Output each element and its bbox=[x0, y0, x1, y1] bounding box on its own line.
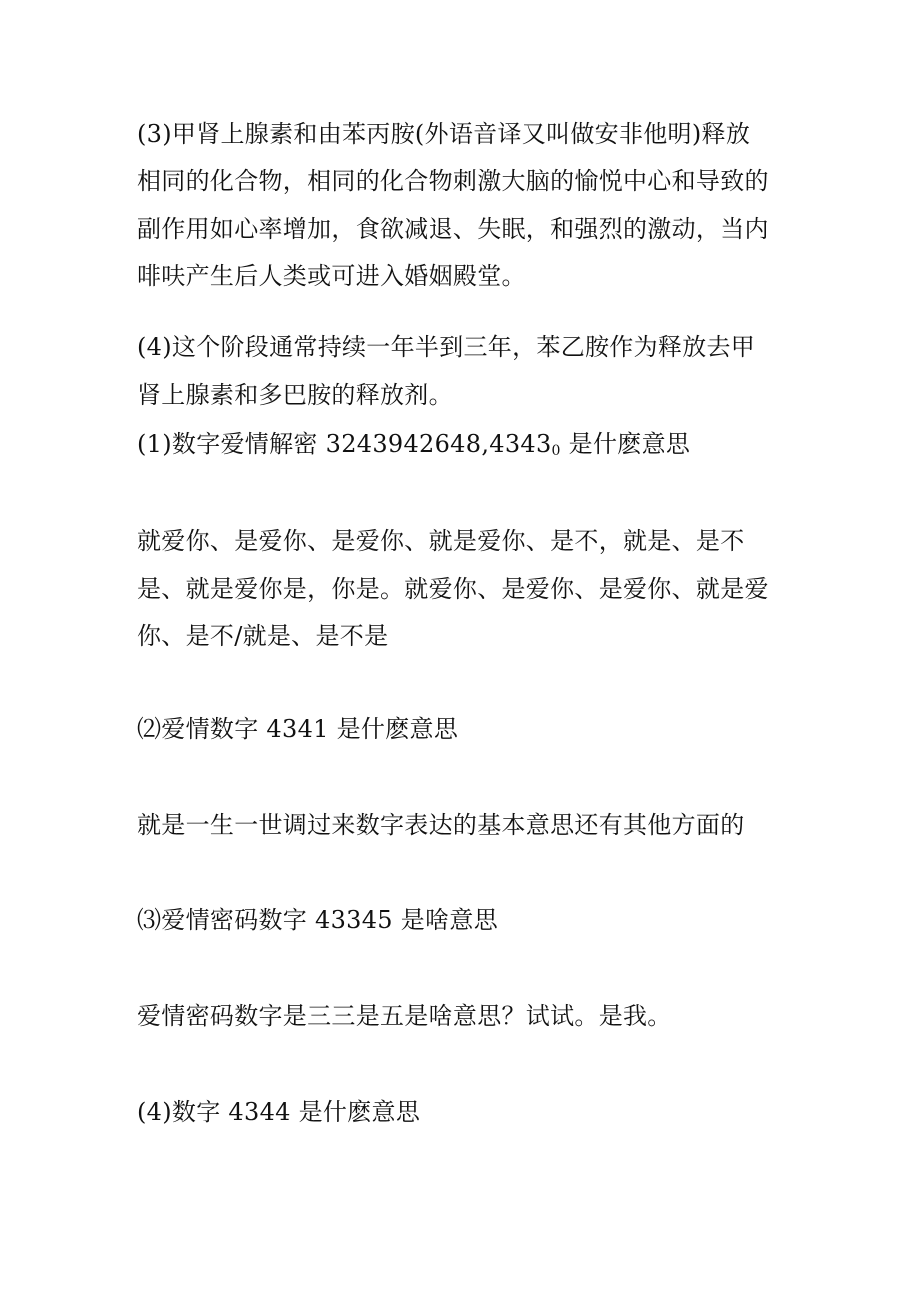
paragraph-3-line-4: 啡呋产生后人类或可进入婚姻殿堂。 bbox=[137, 262, 526, 290]
answer-1-line-1: 就爱你、是爱你、是爱你、就是爱你、是不，就是、是不 bbox=[137, 527, 745, 555]
question-1-text: (1)数字爱情解密 3243942648,4343 bbox=[137, 430, 552, 458]
question-1 bbox=[137, 428, 690, 467]
question-2: ⑵爱情数字 4341 是什麽意思 bbox=[137, 715, 459, 743]
paragraph-4-line-1: (4)这个阶段通常持续一年半到三年，苯乙胺作为释放去甲 bbox=[137, 333, 756, 361]
paragraph-3-line-3: 副作用如心率增加，食欲减退、失眠，和强烈的激动，当内 bbox=[137, 215, 769, 243]
answer-3: 爱情密码数字是三三是五是啥意思？试试。是我。 bbox=[137, 1002, 672, 1030]
paragraph-4-line-2: 肾上腺素和多巴胺的释放剂。 bbox=[137, 381, 453, 409]
answer-1-line-2: 是、就是爱你是，你是。就爱你、是爱你、是爱你、就是爱 bbox=[137, 575, 769, 603]
paragraph-3-line-1: (3)甲肾上腺素和由苯丙胺(外语音译又叫做安非他明)释放 bbox=[137, 120, 751, 148]
question-1-subscript: 0 bbox=[551, 443, 561, 459]
paragraph-3-line-2: 相同的化合物，相同的化合物刺激大脑的愉悦中心和导致的 bbox=[137, 167, 769, 195]
question-1-tail: 是什麽意思 bbox=[560, 430, 691, 458]
answer-1-line-3: 你、是不/就是、是不是 bbox=[137, 622, 389, 650]
question-3: ⑶爱情密码数字 43345 是啥意思 bbox=[137, 906, 499, 934]
answer-2: 就是一生一世调过来数字表达的基本意思还有其他方面的 bbox=[137, 811, 745, 839]
question-4: (4)数字 4344 是什麽意思 bbox=[137, 1098, 421, 1126]
